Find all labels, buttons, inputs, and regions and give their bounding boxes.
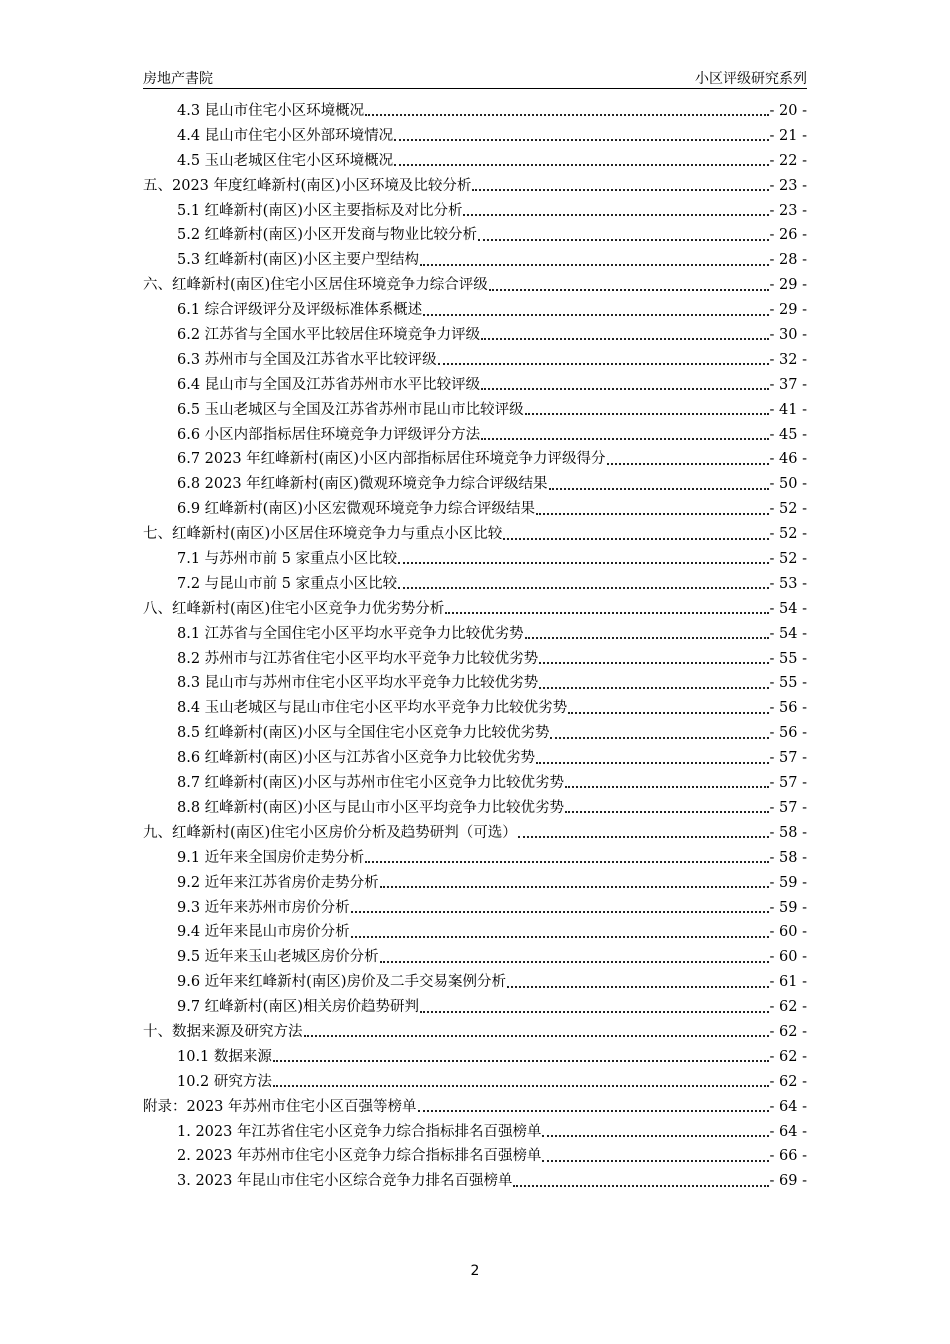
toc-entry-page: - 62 - (769, 1048, 807, 1065)
toc-dot-leader (481, 388, 768, 390)
toc-dot-leader (513, 1185, 768, 1187)
toc-dot-leader (423, 314, 768, 316)
toc-entry-page: - 55 - (769, 650, 807, 667)
toc-dot-leader (398, 587, 768, 589)
toc-dot-leader (478, 239, 769, 241)
toc-entry[interactable] (143, 771, 807, 796)
toc-entry[interactable] (143, 124, 807, 149)
toc-dot-leader (503, 538, 768, 540)
header-series-title: 小区评级研究系列 (695, 71, 807, 87)
toc-dot-leader (565, 786, 769, 788)
toc-entry-label: 9.7 红峰新村(南区)相关房价趋势研判 (177, 999, 419, 1016)
toc-entry[interactable] (143, 821, 807, 846)
toc-entry-label: 8.5 红峰新村(南区)小区与全国住宅小区竞争力比较优劣势 (177, 725, 550, 742)
toc-dot-leader (568, 712, 768, 714)
toc-entry-label: 9.6 近年来红峰新村(南区)房价及二手交易案例分析 (177, 974, 506, 991)
toc-entry-page: - 64 - (769, 1098, 807, 1115)
toc-entry-page: - 28 - (769, 252, 807, 269)
toc-entry-label: 10.2 研究方法 (177, 1073, 272, 1090)
toc-entry-page: - 62 - (769, 1073, 807, 1090)
toc-entry[interactable] (143, 896, 807, 921)
toc-dot-leader (536, 762, 769, 764)
toc-entry[interactable] (143, 398, 807, 423)
toc-entry[interactable] (143, 970, 807, 995)
header-publisher: 房地产書院 (143, 71, 213, 87)
toc-entry-label: 6.8 2023 年红峰新村(南区)微观环境竞争力综合评级结果 (177, 476, 548, 493)
toc-entry-page: - 21 - (769, 127, 807, 144)
toc-entry-label: 8.4 玉山老城区与昆山市住宅小区平均水平竞争力比较优劣势 (177, 700, 568, 717)
toc-dot-leader (418, 1110, 769, 1112)
toc-entry[interactable] (143, 199, 807, 224)
toc-entry-page: - 62 - (769, 1023, 807, 1040)
toc-entry-label: 6.5 玉山老城区与全国及江苏省苏州市昆山市比较评级 (177, 401, 524, 418)
toc-entry-label: 7.2 与昆山市前 5 家重点小区比较 (177, 575, 398, 592)
toc-entry[interactable] (143, 995, 807, 1020)
toc-entry[interactable] (143, 1095, 807, 1120)
toc-dot-leader (394, 164, 768, 166)
toc-entry-page: - 53 - (769, 575, 807, 592)
toc-entry-label: 6.3 苏州市与全国及江苏省水平比较评级 (177, 351, 437, 368)
toc-entry[interactable] (143, 647, 807, 672)
toc-entry-page: - 22 - (769, 152, 807, 169)
toc-dot-leader (394, 139, 768, 141)
toc-dot-leader (481, 438, 768, 440)
toc-entry-page: - 32 - (769, 351, 807, 368)
toc-dot-leader (351, 936, 769, 938)
toc-entry-label: 9.1 近年来全国房价走势分析 (177, 849, 365, 866)
toc-entry-label: 6.6 小区内部指标居住环境竞争力评级评分方法 (177, 426, 481, 443)
toc-dot-leader (420, 1011, 769, 1013)
toc-entry-page: - 58 - (769, 824, 807, 841)
toc-entry-page: - 55 - (769, 675, 807, 692)
toc-entry[interactable] (143, 1169, 807, 1194)
toc-entry[interactable] (143, 522, 807, 547)
toc-entry-label: 4.3 昆山市住宅小区环境概况 (177, 103, 365, 119)
toc-entry-label: 6.1 综合评级评分及评级标准体系概述 (177, 302, 423, 319)
toc-entry-page: - 20 - (769, 103, 807, 119)
toc-entry-page: - 52 - (769, 501, 807, 518)
toc-entry-label: 3. 2023 年昆山市住宅小区综合竞争力排名百强榜单 (177, 1173, 513, 1190)
toc-entry[interactable] (143, 671, 807, 696)
toc-entry[interactable] (143, 920, 807, 945)
toc-entry-label: 8.6 红峰新村(南区)小区与江苏省小区竞争力比较优劣势 (177, 750, 535, 767)
toc-dot-leader (273, 1060, 769, 1062)
toc-entry-page: - 26 - (769, 227, 807, 244)
toc-entry-page: - 37 - (769, 376, 807, 393)
toc-dot-leader (550, 737, 768, 739)
toc-entry-page: - 60 - (769, 949, 807, 966)
toc-entry[interactable] (143, 423, 807, 448)
toc-entry-page: - 23 - (769, 177, 807, 194)
toc-dot-leader (536, 513, 769, 515)
toc-entry[interactable] (143, 99, 807, 124)
toc-entry-label: 十、数据来源及研究方法 (143, 1023, 303, 1040)
toc-entry[interactable] (143, 547, 807, 572)
toc-entry-page: - 59 - (769, 899, 807, 916)
toc-entry-page: - 54 - (769, 600, 807, 617)
toc-entry[interactable] (143, 622, 807, 647)
toc-entry-page: - 56 - (769, 725, 807, 742)
toc-entry-label: 1. 2023 年江苏省住宅小区竞争力综合指标排名百强榜单 (177, 1123, 542, 1140)
toc-entry[interactable] (143, 746, 807, 771)
toc-entry[interactable] (143, 696, 807, 721)
toc-entry-label: 8.7 红峰新村(南区)小区与苏州市住宅小区竞争力比较优劣势 (177, 775, 564, 792)
toc-entry[interactable] (143, 174, 807, 199)
toc-entry-label: 8.3 昆山市与苏州市住宅小区平均水平竞争力比较优劣势 (177, 675, 539, 692)
toc-dot-leader (539, 662, 768, 664)
toc-entry[interactable] (143, 846, 807, 871)
toc-entry-page: - 45 - (769, 426, 807, 443)
toc-entry-label: 九、红峰新村(南区)住宅小区房价分析及趋势研判（可选） (143, 824, 517, 841)
toc-entry-label: 8.8 红峰新村(南区)小区与昆山市小区平均竞争力比较优劣势 (177, 799, 564, 816)
toc-entry-label: 5.3 红峰新村(南区)小区主要户型结构 (177, 252, 419, 269)
toc-entry-label: 5.2 红峰新村(南区)小区开发商与物业比较分析 (177, 227, 477, 244)
toc-entry-page: - 52 - (769, 551, 807, 568)
toc-dot-leader (398, 562, 768, 564)
toc-entry-label: 10.1 数据来源 (177, 1048, 272, 1065)
toc-dot-leader (365, 114, 768, 116)
toc-entry[interactable] (143, 348, 807, 373)
toc-dot-leader (472, 189, 768, 191)
toc-entry-page: - 58 - (769, 849, 807, 866)
toc-dot-leader (304, 1035, 769, 1037)
toc-entry-page: - 59 - (769, 874, 807, 891)
toc-entry[interactable] (143, 298, 807, 323)
toc-dot-leader (445, 612, 768, 614)
toc-entry[interactable] (143, 497, 807, 522)
toc-dot-leader (542, 1135, 768, 1137)
toc-entry-page: - 30 - (769, 327, 807, 344)
toc-dot-leader (542, 1160, 768, 1162)
page-number: 2 (470, 1263, 480, 1279)
toc-entry-page: - 66 - (769, 1148, 807, 1165)
toc-entry-label: 5.1 红峰新村(南区)小区主要指标及对比分析 (177, 202, 463, 219)
toc-entry-label: 6.2 江苏省与全国水平比较居住环境竞争力评级 (177, 327, 481, 344)
toc-entry-label: 八、红峰新村(南区)住宅小区竞争力优劣势分析 (143, 600, 445, 617)
toc-entry[interactable] (143, 273, 807, 298)
toc-entry-label: 4.5 玉山老城区住宅小区环境概况 (177, 152, 394, 169)
toc-entry[interactable] (143, 1020, 807, 1045)
toc-dot-leader (438, 363, 769, 365)
toc-entry-page: - 54 - (769, 625, 807, 642)
toc-dot-leader (463, 214, 768, 216)
toc-entry-label: 8.2 苏州市与江苏省住宅小区平均水平竞争力比较优劣势 (177, 650, 539, 667)
toc-entry-page: - 41 - (769, 401, 807, 418)
toc-entry-page: - 46 - (769, 451, 807, 468)
toc-entry-label: 8.1 江苏省与全国住宅小区平均水平竞争力比较优劣势 (177, 625, 524, 642)
toc-entry-label: 4.4 昆山市住宅小区外部环境情况 (177, 127, 394, 144)
toc-dot-leader (549, 488, 769, 490)
toc-entry[interactable] (143, 796, 807, 821)
toc-dot-leader (273, 1085, 769, 1087)
toc-dot-leader (518, 836, 769, 838)
toc-entry[interactable] (143, 1120, 807, 1145)
toc-entry[interactable] (143, 149, 807, 174)
toc-entry-label: 附录：2023 年苏州市住宅小区百强等榜单 (143, 1098, 417, 1115)
toc-entry-page: - 61 - (769, 974, 807, 991)
toc-entry-label: 9.4 近年来昆山市房价分析 (177, 924, 350, 941)
toc-entry[interactable] (143, 1045, 807, 1070)
toc-entry-label: 七、红峰新村(南区)小区居住环境竞争力与重点小区比较 (143, 526, 503, 543)
toc-entry[interactable] (143, 1070, 807, 1095)
toc-entry[interactable] (143, 248, 807, 273)
toc-entry[interactable] (143, 945, 807, 970)
toc-entry-page: - 57 - (769, 799, 807, 816)
toc-dot-leader (507, 986, 769, 988)
toc-entry-page: - 29 - (769, 302, 807, 319)
toc-dot-leader (607, 463, 769, 465)
toc-entry-page: - 23 - (769, 202, 807, 219)
toc-dot-leader (525, 637, 769, 639)
toc-entry-label: 6.7 2023 年红峰新村(南区)小区内部指标居住环境竞争力评级得分 (177, 451, 606, 468)
toc-dot-leader (351, 911, 769, 913)
toc-entry-page: - 52 - (769, 526, 807, 543)
toc-entry[interactable] (143, 472, 807, 497)
toc-entry-page: - 64 - (769, 1123, 807, 1140)
toc-entry-page: - 57 - (769, 775, 807, 792)
toc-entry-label: 6.4 昆山市与全国及江苏省苏州市水平比较评级 (177, 376, 481, 393)
toc-entry-page: - 50 - (769, 476, 807, 493)
toc-entry-label: 9.3 近年来苏州市房价分析 (177, 899, 350, 916)
toc-entry[interactable] (143, 223, 807, 248)
toc-entry[interactable] (143, 447, 807, 472)
toc-entry-page: - 69 - (769, 1173, 807, 1190)
toc-dot-leader (539, 687, 768, 689)
toc-entry-label: 9.2 近年来江苏省房价走势分析 (177, 874, 379, 891)
toc-dot-leader (380, 961, 769, 963)
toc-entry[interactable] (143, 871, 807, 896)
toc-entry[interactable] (143, 597, 807, 622)
toc-entry-label: 五、2023 年度红峰新村(南区)小区环境及比较分析 (143, 177, 472, 194)
page-header (143, 66, 807, 89)
toc-entry-label: 六、红峰新村(南区)住宅小区居住环境竞争力综合评级 (143, 277, 488, 294)
toc-dot-leader (525, 413, 769, 415)
toc-entry[interactable] (143, 373, 807, 398)
toc-entry-label: 7.1 与苏州市前 5 家重点小区比较 (177, 551, 398, 568)
toc-dot-leader (481, 338, 768, 340)
toc-entry-page: - 60 - (769, 924, 807, 941)
toc-entry-label: 2. 2023 年苏州市住宅小区竞争力综合指标排名百强榜单 (177, 1148, 542, 1165)
toc-dot-leader (420, 264, 769, 266)
toc-entry[interactable] (143, 1144, 807, 1169)
toc-entry-page: - 56 - (769, 700, 807, 717)
toc-entry-page: - 57 - (769, 750, 807, 767)
toc-entry-page: - 29 - (769, 277, 807, 294)
toc-dot-leader (380, 886, 769, 888)
table-of-contents (143, 99, 807, 1194)
toc-entry[interactable] (143, 323, 807, 348)
toc-dot-leader (365, 861, 768, 863)
toc-dot-leader (565, 811, 769, 813)
toc-entry-label: 6.9 红峰新村(南区)小区宏微观环境竞争力综合评级结果 (177, 501, 535, 518)
toc-entry[interactable] (143, 721, 807, 746)
toc-entry-label: 9.5 近年来玉山老城区房价分析 (177, 949, 379, 966)
toc-entry-page: - 62 - (769, 999, 807, 1016)
toc-entry[interactable] (143, 572, 807, 597)
toc-dot-leader (489, 289, 769, 291)
